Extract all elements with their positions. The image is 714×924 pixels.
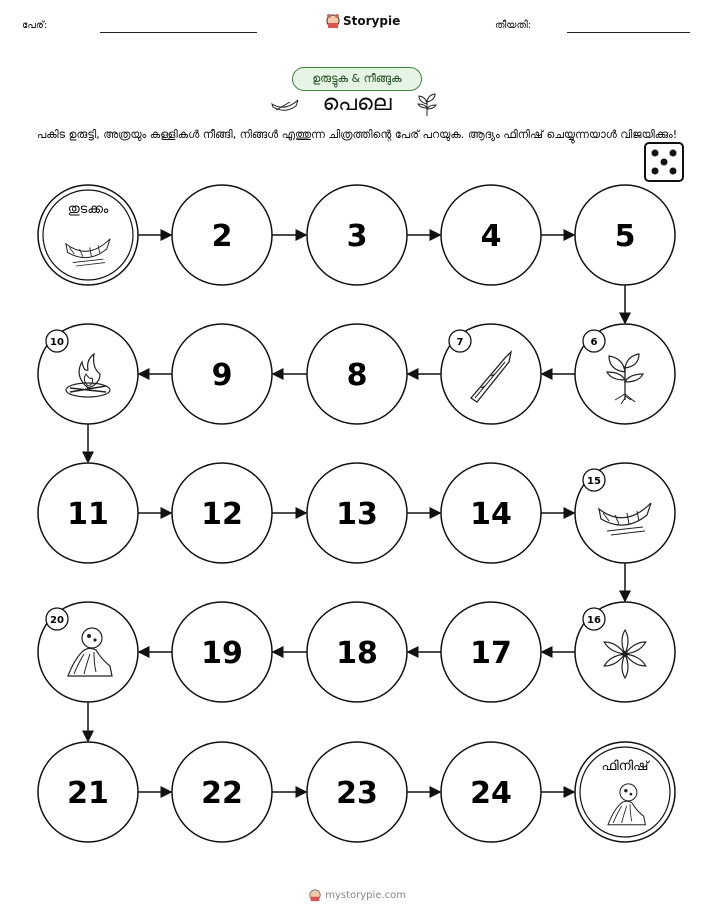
cell-number: 13 xyxy=(336,497,378,532)
cell-number: 4 xyxy=(480,219,502,254)
footer-url[interactable]: mystorypie.com xyxy=(325,890,406,901)
cell-number: 19 xyxy=(201,636,243,671)
cell-number: 22 xyxy=(201,776,243,811)
board-cell-21 xyxy=(38,742,138,842)
cell-number: 16 xyxy=(587,615,601,626)
board-cell-4 xyxy=(441,185,541,285)
cell-circle xyxy=(38,185,138,285)
board-cell-16 xyxy=(575,602,675,702)
cell-number: 23 xyxy=(336,776,378,811)
board-cell-2 xyxy=(172,185,272,285)
board-cell-7 xyxy=(441,324,541,424)
mascot-icon xyxy=(308,888,322,902)
cell-number: 14 xyxy=(470,497,512,532)
board-cell-3 xyxy=(307,185,407,285)
cell-number: 9 xyxy=(211,358,233,393)
date-label: തീയതി: xyxy=(495,20,532,31)
board-cell-14 xyxy=(441,463,541,563)
start-label: തുടക്കം xyxy=(67,202,109,217)
instructions: പകിട ഉരുട്ടി, അത്രയും കള്ളികൾ നീങ്ങി, നിങ്ങൾ എത്തുന്ന ചിത്രത്തിന്റെ പേര് പറയുക. ആദ്യം ഫിനിഷ് ചെയ്യുന്നയാൾ വിജയിക്കും! xyxy=(36,128,678,141)
cell-number: 10 xyxy=(50,337,64,348)
name-label: പേര്: xyxy=(22,20,48,31)
start-cell xyxy=(38,185,138,285)
footer xyxy=(0,888,714,902)
board-cell-20 xyxy=(38,602,138,702)
board-cell-15 xyxy=(575,463,675,563)
board-cell-22 xyxy=(172,742,272,842)
cell-number: 11 xyxy=(67,497,109,532)
cell-number: 6 xyxy=(590,337,598,348)
board-cell-8 xyxy=(307,324,407,424)
cell-number: 24 xyxy=(470,776,512,811)
page-title: പെലെ xyxy=(322,91,392,116)
board-cell-5 xyxy=(575,185,675,285)
board-cells xyxy=(38,185,675,842)
board-cell-11 xyxy=(38,463,138,563)
board-cell-9 xyxy=(172,324,272,424)
cell-number: 15 xyxy=(587,476,601,487)
brand-name: Storypie xyxy=(343,14,401,28)
cell-number: 5 xyxy=(614,219,636,254)
cell-number: 20 xyxy=(50,615,64,626)
board-cell-12 xyxy=(172,463,272,563)
board-cell-19 xyxy=(172,602,272,702)
board-cell-23 xyxy=(307,742,407,842)
board-cell-10 xyxy=(38,324,138,424)
board-cell-17 xyxy=(441,602,541,702)
cell-number: 18 xyxy=(336,636,378,671)
board-cell-6 xyxy=(575,324,675,424)
board-cell-24 xyxy=(441,742,541,842)
cell-number: 12 xyxy=(201,497,243,532)
finish-label: ഫിനിഷ് xyxy=(601,759,649,774)
board-cell-18 xyxy=(307,602,407,702)
game-type-badge: ഉരുട്ടുക & നീങ്ങുക xyxy=(292,67,422,91)
cell-number: 3 xyxy=(346,219,368,254)
cell-number: 17 xyxy=(470,636,512,671)
cell-number: 8 xyxy=(346,358,368,393)
finish-cell xyxy=(575,742,675,842)
cell-number: 7 xyxy=(456,337,464,348)
board-cell-13 xyxy=(307,463,407,563)
cell-number: 21 xyxy=(67,776,109,811)
cell-number: 2 xyxy=(211,219,233,254)
